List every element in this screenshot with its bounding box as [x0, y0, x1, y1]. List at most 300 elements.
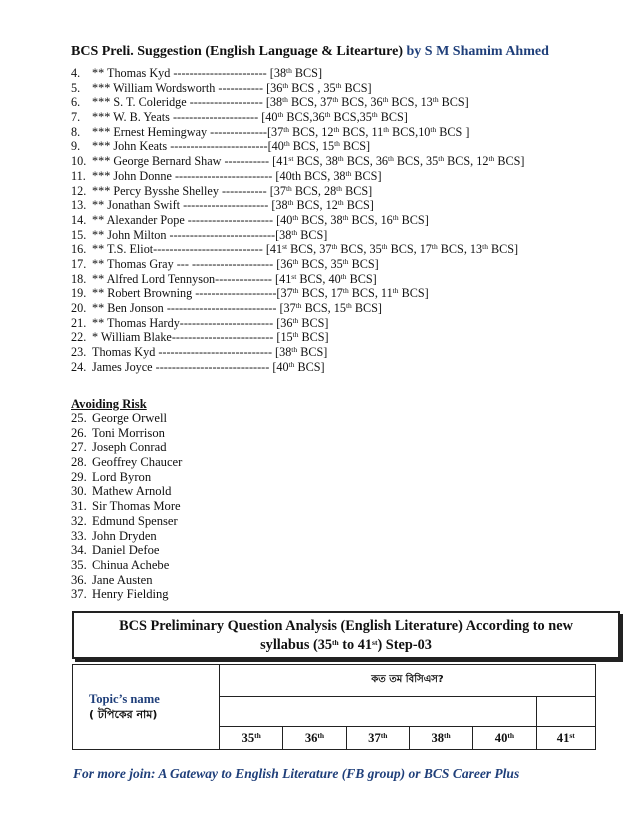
list-item [71, 330, 524, 345]
ref-separator: BCS, [301, 301, 334, 315]
bcs-number: 35 [330, 256, 343, 271]
author-credit: by S M Shamim Ahmed [406, 44, 549, 59]
leader-dashes: --------------------------- [153, 242, 266, 257]
ordinal-suffix: th [331, 242, 338, 252]
bracket-open: [ [269, 66, 274, 80]
bcs-column-number: 38 [431, 730, 445, 745]
ordinal-suffix: th [432, 95, 439, 105]
bracket-open: [ [266, 124, 272, 139]
bcs-number: 40th BCS, 38 [279, 168, 346, 183]
ref-separator: BCS, [348, 286, 381, 301]
list-item [71, 316, 524, 331]
bcs-number: 28 [323, 183, 337, 198]
item-number: 11. [71, 168, 86, 183]
author-name: S. T. Coleridge [113, 95, 187, 110]
ref-separator: BCS, [337, 242, 370, 257]
ref-separator: BCS, [289, 124, 322, 139]
ordinal-suffix: th [291, 345, 298, 355]
item-number: 22. [71, 330, 87, 345]
author-name: William Wordsworth [113, 80, 216, 95]
ordinal-suffix: th [286, 66, 292, 75]
list-item [71, 426, 182, 441]
banner-line-1: BCS Preliminary Question Analysis (English Literature) According to new [119, 618, 573, 634]
bcs-column-number: 41 [556, 730, 570, 745]
ordinal-suffix: th [283, 139, 290, 149]
list-item [71, 286, 524, 301]
ref-separator: BCS, [330, 110, 360, 125]
item-number: 4. [71, 66, 81, 80]
bcs-number: 40 [276, 359, 289, 374]
list-item [71, 242, 524, 257]
list-item [71, 169, 524, 184]
list-item [71, 543, 182, 558]
ref-separator: BCS, [293, 154, 326, 169]
author-name: Alfred Lord Tennyson [106, 271, 216, 286]
importance-stars: ** [92, 256, 108, 271]
leader-dashes: ----------- [218, 183, 270, 198]
item-number: 8. [71, 124, 81, 139]
ordinal-suffix: th [292, 212, 299, 222]
list-item [71, 360, 524, 375]
importance-stars: ** [92, 286, 108, 301]
bcs-number: 40 [271, 139, 284, 154]
bcs-column-number: 36 [304, 730, 318, 745]
ordinal-suffix: th [392, 212, 399, 222]
bcs-number: 36 [280, 256, 293, 271]
leader-dashes: -------------- [215, 271, 276, 286]
bcs-number: 35 [426, 154, 439, 169]
item-number: 29. [71, 469, 87, 484]
bcs-number: 40 [265, 110, 278, 125]
banner-line-2-pre: syllabus (35 [260, 637, 333, 653]
bcs-number: 38 [275, 198, 288, 213]
bracket-close: BCS] [294, 359, 325, 374]
ordinal-suffix: th [336, 183, 343, 193]
importance-stars: ** [92, 212, 107, 227]
ordinal-suffix: th [345, 168, 352, 178]
bcs-number: 40 [328, 271, 341, 286]
bcs-number: 38 [269, 95, 283, 110]
bcs-column-suffix: th [444, 730, 451, 740]
ordinal-suffix: th [282, 95, 288, 105]
bcs-column-header [220, 727, 283, 750]
author-name: John Milton [107, 227, 167, 242]
bcs-number: 38 [279, 345, 292, 360]
author-suggestion-list [71, 66, 524, 374]
empty-cell [220, 697, 537, 727]
ref-separator: BCS , [288, 80, 324, 95]
bcs-column-suffix: th [254, 730, 261, 740]
ref-separator: BCS, [283, 110, 313, 125]
importance-stars: *** [92, 154, 114, 169]
ordinal-suffix: th [337, 154, 344, 164]
ordinal-suffix: th [342, 212, 349, 222]
bcs-number: 36 [370, 95, 383, 110]
item-number: 17. [71, 256, 87, 271]
item-number: 33. [71, 528, 87, 543]
ordinal-suffix: th [392, 286, 399, 296]
leader-dashes: --------------------- [184, 212, 277, 227]
bcs-number: 40 [280, 212, 293, 227]
importance-stars: * [92, 330, 101, 345]
leader-dashes: ------------------------ [171, 168, 276, 183]
author-name: John Donne [113, 168, 172, 183]
bracket-open: [ [275, 227, 280, 242]
bcs-number-header: কত তম বিসিএস? [220, 665, 596, 697]
bracket-open: [ [267, 139, 272, 154]
bracket-open: [ [276, 212, 281, 227]
bracket-open: [ [276, 256, 281, 271]
leader-dashes: --------------------------- [163, 301, 280, 315]
bracket-close: BCS] [398, 286, 429, 301]
ordinal-suffix: th [292, 256, 299, 266]
author-name: Sir Thomas More [92, 499, 181, 514]
item-number: 23. [71, 345, 87, 360]
author-name: Joseph Conrad [92, 440, 167, 455]
importance-stars: ** [92, 315, 108, 330]
item-number: 7. [71, 110, 81, 125]
author-name: John Keats [113, 139, 168, 154]
leader-dashes: ------------------------- [171, 330, 277, 345]
list-item [71, 154, 524, 169]
bcs-number: 36 [375, 154, 389, 169]
author-name: Jonathan Swift [107, 198, 181, 213]
bracket-close: BCS] [291, 66, 323, 80]
ordinal-suffix: th [277, 110, 284, 120]
item-number: 9. [71, 139, 81, 154]
item-number: 27. [71, 440, 87, 455]
ref-separator: BCS, [444, 154, 477, 169]
leader-dashes: ----------------------- [170, 66, 270, 80]
author-name: George Orwell [92, 411, 167, 425]
bracket-open: [ [269, 183, 274, 198]
bracket-open: [ [275, 168, 280, 183]
list-item [71, 455, 182, 470]
item-number: 16. [71, 242, 87, 257]
author-name: T.S. Eliot [107, 242, 154, 257]
bracket-open: [ [265, 95, 270, 110]
ordinal-suffix: th [337, 198, 344, 208]
bracket-close: BCS] [298, 330, 329, 345]
bcs-number: 11 [371, 124, 384, 139]
importance-stars: *** [92, 139, 114, 154]
ordinal-suffix: th [340, 271, 347, 281]
bcs-column-number: 35 [241, 730, 255, 745]
ordinal-suffix: th [383, 124, 390, 134]
ref-separator: BCS, [339, 124, 372, 139]
ref-separator: BCS, [293, 198, 326, 213]
bcs-number: 41 [276, 154, 289, 169]
bracket-close: BCS] [351, 301, 382, 315]
leader-dashes: ----------------------- [179, 315, 277, 330]
ordinal-suffix: th [382, 95, 389, 105]
bcs-number: 38 [273, 66, 287, 80]
ordinal-suffix: st [291, 271, 297, 281]
bcs-number: 15 [321, 139, 335, 154]
bracket-open: [ [272, 154, 277, 169]
leader-dashes: ----------- [221, 154, 273, 169]
ordinal-suffix: th [295, 301, 302, 310]
bcs-number: 17 [330, 286, 343, 301]
bcs-column-suffix: st [569, 730, 575, 740]
avoiding-risk-heading: Avoiding Risk [71, 397, 147, 411]
leader-dashes: --- -------------------- [173, 256, 277, 271]
ordinal-suffix: th [282, 80, 289, 90]
item-number: 36. [71, 572, 87, 587]
ordinal-suffix: th [288, 359, 295, 369]
author-name: William Blake [100, 330, 172, 345]
importance-stars: ** [92, 227, 108, 242]
leader-dashes: ------------------ [186, 95, 266, 110]
ordinal-suffix: th [292, 330, 299, 340]
bracket-open: [ [276, 286, 281, 301]
ref-separator: BCS, [289, 139, 322, 154]
importance-stars: ** [92, 198, 108, 213]
bracket-open: [ [276, 330, 281, 345]
ordinal-suffix: th [334, 139, 340, 149]
ordinal-suffix: st [288, 154, 294, 164]
importance-stars: ** [92, 301, 108, 315]
importance-stars: ** [92, 242, 108, 257]
ordinal-suffix: th [482, 242, 488, 252]
bcs-number: 37 [273, 183, 286, 198]
item-number: 30. [71, 484, 87, 499]
list-item [71, 139, 524, 154]
bracket-close: BCS] [494, 154, 525, 169]
ordinal-suffix: th [345, 301, 352, 310]
bcs-number: 15 [333, 301, 346, 315]
analysis-banner [72, 611, 620, 659]
ref-separator: BCS, [348, 212, 381, 227]
leader-dashes: ----------- [215, 80, 267, 95]
bracket-close: BCS] [342, 183, 373, 198]
bcs-number: 17 [419, 242, 432, 257]
author-name: James Joyce [92, 359, 153, 374]
list-item [71, 514, 182, 529]
bracket-open: [ [271, 198, 276, 213]
ordinal-suffix: th [335, 80, 342, 90]
author-name: Chinua Achebe [92, 557, 170, 572]
leader-dashes: --------------------- [169, 110, 262, 125]
bcs-number: 35 [323, 80, 336, 95]
page-header [71, 44, 549, 60]
list-item [71, 411, 182, 426]
item-number: 37. [71, 587, 87, 602]
list-item [71, 440, 182, 455]
item-number: 19. [71, 286, 87, 301]
bcs-column-header [346, 727, 409, 750]
list-item [71, 184, 524, 199]
author-name: Ernest Hemingway [113, 124, 208, 139]
leader-dashes: -------------- [207, 124, 267, 139]
item-number: 24. [71, 359, 87, 374]
item-number: 18. [71, 271, 87, 286]
ref-separator: BCS, [298, 212, 331, 227]
list-item [71, 228, 524, 243]
importance-stars: *** [92, 124, 114, 139]
analysis-table [72, 664, 596, 750]
bracket-close: BCS] [339, 139, 371, 154]
author-name: Thomas Gray [107, 256, 174, 271]
ref-separator: BCS, [338, 95, 371, 110]
bcs-number: 16 [380, 212, 393, 227]
ordinal-suffix: th [291, 227, 298, 237]
bracket-close: BCS] [346, 271, 377, 286]
author-name: Ben Jonson [107, 301, 164, 315]
bcs-number: 11 [380, 286, 393, 301]
bracket-close: BCS] [297, 345, 328, 360]
bcs-number: 12 [325, 198, 338, 213]
author-name: Daniel Defoe [92, 543, 160, 558]
bracket-open: [ [275, 271, 280, 286]
footer-note: For more join: A Gateway to English Literature (FB group) or BCS Career Plus [73, 766, 520, 781]
ordinal-suffix: th [283, 124, 290, 134]
banner-line-2 [74, 636, 618, 655]
empty-cell [536, 697, 595, 727]
ordinal-suffix: th [381, 242, 388, 252]
bracket-close: BCS] [341, 80, 372, 95]
bcs-column-header [409, 727, 472, 750]
leader-dashes: ---------------------------- [152, 359, 273, 374]
item-number: 28. [71, 455, 87, 470]
bcs-column-number: 40 [494, 730, 508, 745]
importance-stars: *** [92, 183, 114, 198]
author-name: Thomas Kyd [107, 66, 171, 80]
ref-separator: BCS, [296, 271, 329, 286]
bcs-number: 15 [280, 330, 293, 345]
author-name: Lord Byron [92, 469, 152, 484]
list-item [71, 110, 524, 125]
author-name: Henry Fielding [92, 587, 169, 602]
importance-stars: ** [92, 66, 108, 80]
list-item [71, 125, 524, 140]
list-item [71, 66, 524, 81]
item-number: 35. [71, 557, 87, 572]
banner-sup-1: th [332, 638, 339, 647]
banner-sup-2: st [372, 638, 378, 647]
list-item [71, 81, 524, 96]
banner-line-2-mid: to 41 [338, 637, 373, 653]
bcs-number: 35 [369, 242, 382, 257]
bcs-number: 37 [319, 242, 332, 257]
topic-label: Topic’s name [89, 692, 160, 706]
bcs-number: 13 [420, 95, 433, 110]
ref-separator: BCS, [287, 242, 320, 257]
list-item [71, 345, 524, 360]
author-name: Mathew Arnold [92, 484, 172, 499]
ref-separator: BCS, [437, 242, 470, 257]
bcs-number: 13 [469, 242, 483, 257]
banner-line-2-post: ) Step-03 [377, 637, 432, 653]
bcs-number: 10 [418, 124, 431, 139]
importance-stars: ** [92, 271, 107, 286]
bracket-close: BCS] [298, 315, 329, 330]
document-title: BCS Preli. Suggestion (English Language & Litearture) [71, 44, 404, 59]
bcs-number: 37 [283, 301, 296, 315]
importance-stars: *** [92, 95, 114, 110]
bracket-close: BCS] [343, 198, 374, 213]
author-name: Jane Austen [92, 572, 153, 587]
bcs-number: 35 [359, 110, 372, 125]
ref-separator: BCS, [343, 154, 376, 169]
ordinal-suffix: th [285, 183, 292, 193]
bcs-column-number: 37 [368, 730, 381, 745]
ref-separator: BCS, [298, 256, 331, 271]
ordinal-suffix: th [388, 154, 394, 164]
bcs-number: 12 [476, 154, 489, 169]
item-number: 14. [71, 212, 87, 227]
bracket-open: [ [261, 110, 266, 125]
item-number: 26. [71, 425, 87, 440]
topic-label-bengali: ( টপিকের নাম) [89, 708, 158, 721]
leader-dashes: ------------------------ [167, 139, 268, 154]
bracket-open: [ [266, 80, 271, 95]
bcs-number: 12 [321, 124, 334, 139]
bcs-number: 37 [280, 286, 293, 301]
topic-name-cell [73, 665, 220, 750]
item-number: 32. [71, 513, 87, 528]
ordinal-suffix: th [332, 95, 339, 105]
list-item [71, 213, 524, 228]
author-name: Percy Bysshe Shelley [113, 183, 219, 198]
bracket-close: BCS] [398, 212, 429, 227]
bracket-close: BCS ] [436, 124, 470, 139]
bcs-number: 37 [271, 124, 284, 139]
bcs-column-suffix: th [380, 730, 388, 740]
item-number: 15. [71, 227, 87, 242]
item-number: 5. [71, 80, 81, 95]
bracket-close: BCS] [297, 227, 328, 242]
list-item [71, 499, 182, 514]
item-number: 10. [71, 154, 87, 169]
ordinal-suffix: th [342, 256, 349, 266]
importance-stars: *** [92, 168, 114, 183]
bracket-open: [ [275, 345, 280, 360]
bracket-close: BCS] [438, 95, 469, 110]
importance-stars: *** [92, 110, 114, 125]
ordinal-suffix: th [287, 198, 294, 208]
ref-separator: BCS, [389, 124, 419, 139]
bcs-column-header [473, 727, 536, 750]
ordinal-suffix: st [282, 242, 288, 252]
ordinal-suffix: th [438, 154, 445, 164]
item-number: 6. [71, 95, 81, 110]
list-item [71, 470, 182, 485]
list-item [71, 95, 524, 110]
item-number: 34. [71, 543, 87, 558]
importance-stars: *** [92, 80, 114, 95]
bracket-open: [ [279, 301, 284, 315]
item-number: 20. [71, 301, 87, 315]
item-number: 12. [71, 183, 87, 198]
bracket-open: [ [272, 359, 277, 374]
bcs-column-suffix: th [507, 730, 515, 740]
author-name: Thomas Hardy [107, 315, 180, 330]
list-item [71, 558, 182, 573]
author-name: Geoffrey Chaucer [92, 455, 183, 470]
author-name: John Dryden [92, 528, 157, 543]
list-item [71, 484, 182, 499]
item-number: 13. [71, 198, 87, 213]
bracket-close: BCS] [377, 110, 408, 125]
bracket-open: [ [265, 242, 270, 257]
bracket-open: [ [276, 315, 281, 330]
ordinal-suffix: th [431, 242, 438, 252]
author-name: Toni Morrison [92, 425, 165, 440]
bcs-number: 37 [320, 95, 333, 110]
leader-dashes: ---------------------------- [155, 345, 276, 360]
avoiding-risk-list [71, 411, 182, 602]
